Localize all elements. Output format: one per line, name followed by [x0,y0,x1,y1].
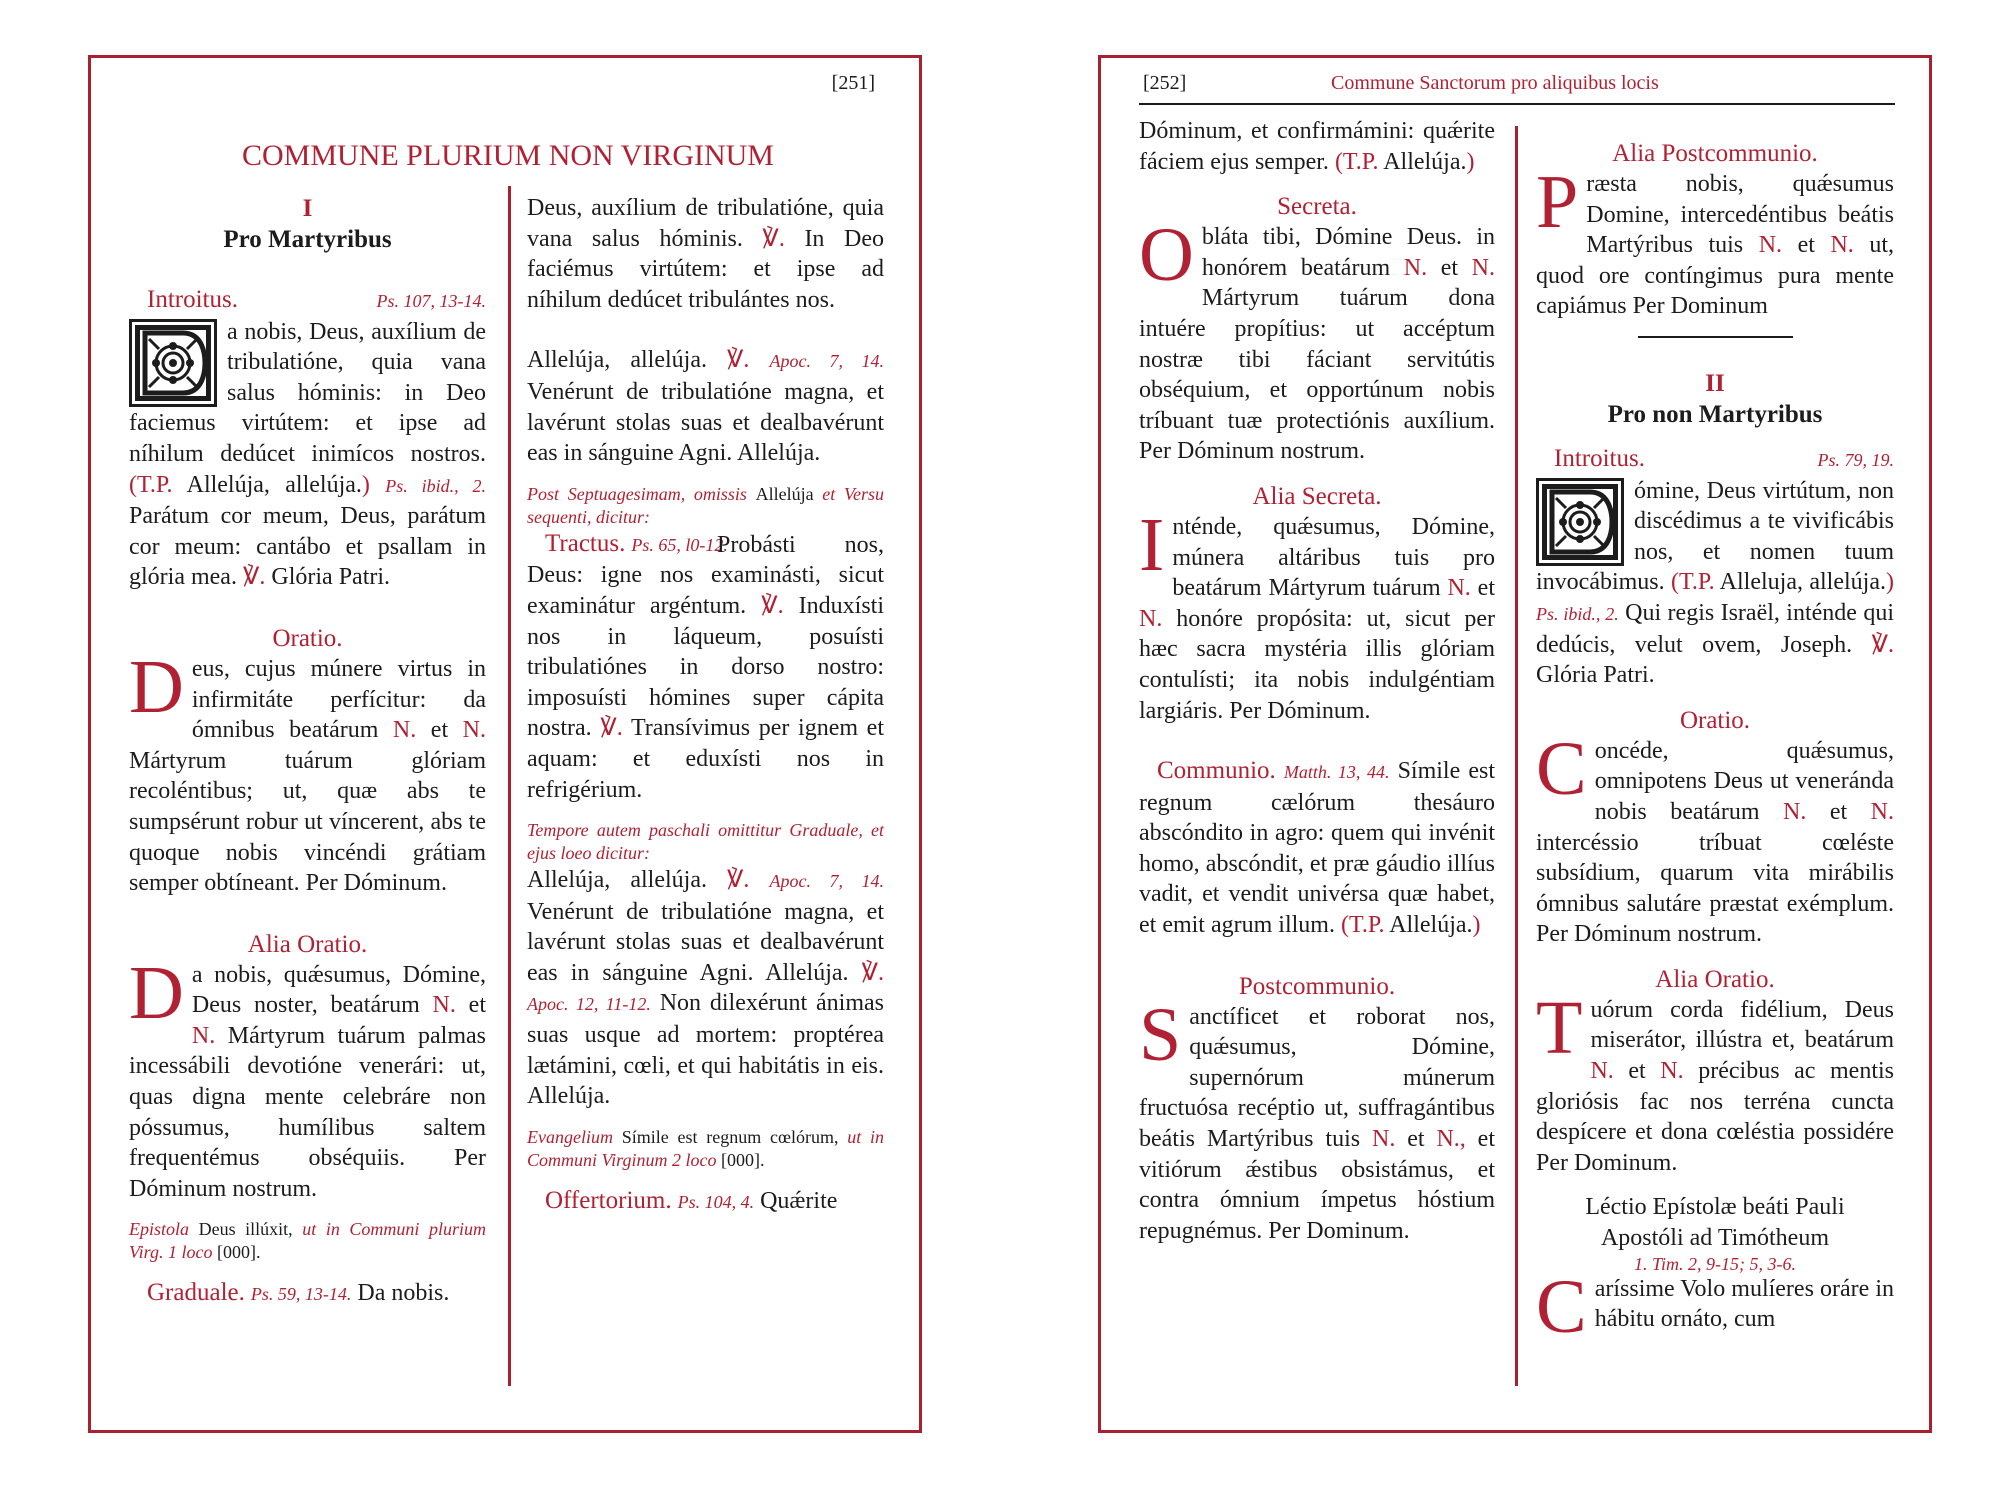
alleluia-text: Allelúja, allelúja. [527,347,707,374]
introitus-ref: Ps. 79, 19. [1817,449,1894,470]
post-sept-a: Post Septuagesimam, omissis [527,483,747,504]
n-mark: N. [1371,1126,1396,1153]
oratio-body-a: eus, cujus múnere virtus in infirmitáte perfícitur: da ómnibus beatárum [191,655,486,744]
section-numeral: I [302,195,313,222]
offertorium-label: Offertorium. [545,1186,672,1214]
drop-cap: S [1139,992,1182,1077]
oratio-heading: Oratio. [272,624,343,652]
introitus-heading [129,285,486,317]
postcommunio-heading: Postcommunio. [1238,972,1396,1000]
secreta-body-a: bláta tibi, Dómine Deus. in honórem beatárum [1201,224,1495,281]
evangelium-page: [000]. [721,1149,765,1170]
n-mark: N., [1436,1126,1466,1153]
cont-body-a: Deus, auxílium de tribulatióne, quia vana salus hóminis. [527,195,884,252]
drop-cap: D [129,644,184,729]
n-mark: N. [462,717,486,744]
oratio-text [129,644,486,899]
communio-body: Símile est regnum cælórum thesáuro abscóndito in agro: quem qui invénit homo, abscóndit, et præ gáudio illíus vadit, et vendit univérsa quæ habet, et emit agrum illum. [1139,758,1495,939]
drop-cap: D [129,950,184,1035]
epistola-note [129,1218,486,1264]
alleluia-block [527,345,884,468]
tp-alleluia: Allelúja. [1383,148,1467,175]
n-mark: N. [392,717,417,744]
lectio-text [1536,1264,1894,1349]
secreta-heading: Secreta. [1277,193,1357,221]
alleluia-verse: Venérunt de tribulatióne magna, et lavérunt stolas suas et dealbavérunt eas in sánguine Agni. Allelúja. [527,378,884,467]
tp-close: ) [1466,148,1475,175]
lectio-ref: 1. Tim. 2, 9-15; 5, 3-6. [1634,1253,1796,1274]
postcommunio-body-b: et vitiórum ǽstibus obsistámus, et contra ómnium ímpetus hóstium repugnémus. Per Dominum. [1139,1126,1495,1244]
et-word: et [430,717,449,744]
alia-oratio-body-a: uórum corda fidélium, Deus miserátor, illústra et, beatárum [1590,996,1894,1054]
continuation-text [1139,116,1495,177]
tp-alleluia: Allelúja. [1389,912,1473,939]
et-word: et [1440,254,1459,281]
gloria-patri: Glória Patri. [1536,662,1655,689]
oratio-body-a: oncéde, quǽsumus, omnipotens Deus ut veneránda nobis beatárum [1594,737,1894,825]
n-mark: N. [1830,232,1854,259]
cont-body-b: In Deo faciémus virtútem: et ipse ad níhilum dedúcet tribulántes nos. [527,225,885,313]
left-column-2 [527,193,884,1217]
epistola-text: Deus illúxit, [198,1219,293,1240]
lectio-title-line2: Apostóli ad Timótheum [1600,1225,1830,1252]
et-word: et [1628,1058,1646,1085]
postcommunio-text [1139,992,1495,1247]
alia-secreta-body-b: honóre propósita: ut, sicut per hæc sacra mystéria illis glóriam contulísti; ita nobis indulgéntiam largiáris. Per Dóminum. [1139,605,1495,724]
secreta-text [1139,213,1495,467]
n-mark: N. [1590,1058,1614,1085]
tp-open: (T.P. [1340,912,1385,939]
lectio-body: aríssime Volo mulíeres oráre in hábitu ornáto, cum [1594,1275,1894,1333]
section-title: Pro non Martyribus [1607,400,1823,428]
column-divider [1515,126,1518,1386]
epistola-label: Epistola [129,1219,190,1240]
lectio-title-line1: Léctio Epístolæ beáti Pauli [1585,1194,1845,1221]
oratio-heading: Oratio. [1679,706,1751,734]
n-mark: N. [1783,798,1807,825]
offertorium-text: Quǽrite [760,1187,838,1214]
evangelium-label: Evangelium [527,1126,613,1147]
et-word: et [468,992,486,1019]
versicle-symbol: ℣. [861,959,884,986]
n-mark: N. [1471,254,1495,281]
drop-cap: C [1536,1264,1587,1349]
evangelium-note [527,1126,884,1172]
drop-cap: T [1536,985,1583,1070]
tractus-text [527,530,884,805]
versicle-symbol: ℣. [1871,631,1894,658]
alia-postcommunio-body-b: ut, quod ore contíngimus pura mente capiámus Per Dominum [1536,232,1895,320]
introitus-label: Introitus. [1554,444,1645,472]
tractus-body-c: Transívimus per ignem et aquam: et eduxísti nos in refrigérium. [527,715,884,803]
tractus-body-a: Probásti nos, Deus: igne nos examinásti, sicut examinátur argéntum. [527,531,884,619]
tp-close: ) [1472,912,1481,939]
tp-open: (T.P. [129,471,173,498]
gloria-patri: Glória Patri. [271,564,391,591]
drop-cap: O [1139,213,1194,298]
alia-secreta-body-a: nténde, quǽsumus, Dómine, múnera altáribus tuis pro beatárum Mártyrum tuárum [1172,513,1495,602]
et-word: et [1829,798,1848,825]
offertorium-ref: Ps. 104, 4. [677,1191,755,1212]
rose-woodcut-icon [129,319,217,407]
cont-body: Dóminum, et confirmámini: quǽrite fáciem ejus semper. [1139,118,1495,175]
drop-cap: I [1139,502,1165,587]
postcommunio-body-a: anctíficet et roborat nos, quǽsumus, Dómine, supernórum múnerum fructuósa recéptio ut, suffragántibus beátis Martýribus tuis [1139,1003,1495,1153]
alia-postcommunio-text [1536,160,1895,322]
alia-postcommunio-body-a: ræsta nobis, quǽsumus Domine, intercedéntibus beátis Martýribus tuis [1586,171,1894,259]
tractus-body-b: Induxísti nos in láqueum, posuísti tribulatiónes in dorso nostro: imposuísti hómines super cápita nostra. [527,592,885,742]
alia-oratio-body-b: Mártyrum tuárum palmas incessábili devotióne venerári: ut, quas digna mente celebráre non póssumus, humílibus saltem frequentémus obséquiis. Per Dóminum nostrum. [129,1022,486,1202]
introitus-heading [1536,444,1894,476]
section-title: Pro Martyribus [223,226,392,253]
oratio-body-b: intercéssio tríbuat cœléste subsídium, quarum vita mirábilis ómnibus salutáre præstat exémplum. Per Dóminum nostrum. [1536,829,1894,948]
tp-open: (T.P. [1334,148,1379,175]
versicle-symbol: ℣. [727,867,750,894]
graduale-label: Graduale. [147,1279,245,1307]
n-mark: N. [432,992,456,1019]
evangelium-ref: ut in Communi Virginum 2 loco [527,1126,885,1170]
introitus-ref2: Ps. ibid., 2. [1536,603,1619,624]
rose-woodcut-icon [1536,478,1624,566]
section-numeral: II [1705,369,1725,397]
alia-secreta-heading: Alia Secreta. [1252,482,1382,510]
alleluia-text: Allelúja, allelúja. [527,867,707,894]
tp-open: (T.P. [1671,569,1715,596]
n-mark: N. [1403,254,1428,281]
alleluia-ref: Apoc. 7, 14. [769,351,884,372]
epistola-page: [000]. [217,1242,261,1263]
post-septuagesimam-note [527,483,884,529]
alleluia-ref2: Apoc. 12, 11-12. [527,994,651,1015]
versicle-symbol: ℣. [761,592,784,619]
tp-alleluia: Alleluja, allelúja. [1719,569,1886,596]
left-page [88,55,922,1433]
n-mark: N. [1870,798,1895,825]
versicle-symbol: ℣. [600,715,623,742]
evangelium-text: Símile est regnum cœlórum, [621,1126,839,1147]
communio-label: Communio. [1157,757,1276,785]
et-word: et [1477,575,1495,602]
versicle-symbol: ℣. [727,347,750,374]
communio-block [1139,756,1495,941]
running-title: Commune Sanctorum pro aliquibus locis [1331,72,1659,94]
oratio-text [1536,726,1895,950]
tractus-ref: Ps. 65, l0-12. [631,534,728,555]
lectio-title [1536,1192,1894,1273]
right-column-1 [1139,116,1495,1246]
page-number: [252] [1143,72,1187,94]
versicle-symbol: ℣. [762,225,785,252]
introitus-text [1536,476,1894,691]
introitus-body-b: Parátum cor meum, Deus, parátum cor meum: cantábo et psallam in glória mea. [129,503,486,591]
graduale-text: Da nobis. [357,1280,450,1307]
graduale-ref: Ps. 59, 13-14. [250,1284,352,1305]
tp-alleluia: Allelúja, allelúja. [186,471,362,498]
alia-oratio-body-b: précibus ac mentis gloriósis fac nos terréna cuncta despícere et dona cœléstia possidére Per Dominum. [1536,1058,1895,1176]
epistola-ref: ut in Communi plurium Virg. 1 loco [129,1219,486,1263]
communio-ref: Matth. 13, 44. [1283,762,1390,783]
tractus-label: Tractus. [545,529,626,557]
n-mark: N. [1447,575,1471,602]
alia-oratio-body-a: a nobis, quǽsumus, Dómine, Deus noster, beatárum [191,961,486,1019]
tempore-note: Tempore autem paschali omittitur Graduale, et ejus loeo dicitur: [527,820,884,864]
left-column-1 [129,193,486,1310]
alleluia-verse-2: Non dilexérunt ánimas suas usque ad mortem: proptérea lætámini, cœli, et qui habitátis in eis. Allelúja. [527,990,884,1110]
alia-oratio-text [1536,985,1895,1179]
continuation-text [527,193,884,315]
tp-close: ) [1886,569,1894,596]
oratio-body-b: Mártyrum tuárum glóriam recoléntibus; ut, quæ abs te sumpsérunt robur ut víncerent, abs te quoque nobis vincéndi grátiam semper obtíneant. Per Dóminum. [129,747,486,897]
n-mark: N. [1660,1058,1684,1085]
right-page [1098,55,1932,1433]
n-mark: N. [191,1022,216,1049]
column-divider [508,186,511,1386]
offertorium-line [527,1186,884,1218]
main-title: COMMUNE PLURIUM NON VIRGINUM [242,139,774,172]
alleluia-verse: Venérunt de tribulatióne magna, et lavérunt stolas suas et dealbavérunt eas in sánguine Agni. Allelúja. [527,898,884,986]
drop-cap: C [1536,726,1587,811]
versicle-symbol: ℣. [242,564,266,591]
et-word: et [1797,232,1815,259]
alleluia-block-2 [527,865,884,1112]
alia-secreta-text [1139,502,1495,726]
introitus-label: Introitus. [147,286,238,313]
introitus-body-a: ómine, Deus virtútum, non discédimus a te vivificábis nos, et nomen tuum invocábimus. [1536,477,1894,596]
et-word: et [1407,1126,1425,1153]
introitus-ref2: Ps. ibid., 2. [385,475,486,496]
graduale-line [129,1278,486,1310]
page-number: [251] [831,72,875,94]
alia-oratio-text [129,950,486,1205]
introitus-ref: Ps. 107, 13-14. [376,291,486,311]
introitus-body-b: Qui regis Israël, inténde qui dedúcis, velut ovem, Joseph. [1536,599,1894,658]
alia-oratio-heading: Alia Oratio. [1655,965,1775,993]
header-rule [1139,103,1895,105]
right-column-2 [1536,138,1895,1349]
n-mark: N. [1758,232,1783,259]
alia-oratio-heading: Alia Oratio. [247,930,368,958]
alia-postcommunio-heading: Alia Postcommunio. [1612,140,1818,167]
drop-cap: P [1536,160,1579,244]
secreta-body-b: Mártyrum tuárum dona intuére propítius: ut accéptum nostræ tibi fáciant servitútis obséquium, et opportúnum nobis tríbuant tuæ protectiónis auxílium. Per Dóminum nostrum. [1139,285,1495,465]
post-sept-c: et Versu sequenti, dicitur: [527,483,884,527]
tp-close: ) [361,471,370,498]
introitus-body-a: a nobis, Deus, auxílium de tribulatióne, quia vana salus hóminis: in Deo faciemus virtútem: et ipse ad níhilum dedúcet inimícos nostros. [129,318,486,467]
alleluia-ref: Apoc. 7, 14. [769,871,884,892]
introitus-text [129,317,486,593]
n-mark: N. [1139,605,1163,632]
post-sept-b: Allelúja [755,483,814,504]
